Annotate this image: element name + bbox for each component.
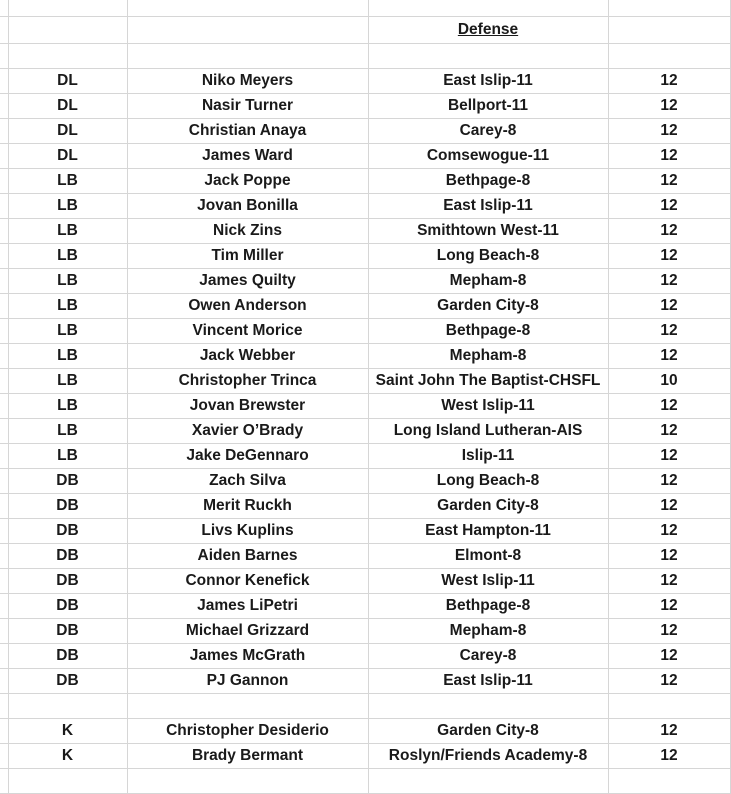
school-cell[interactable]: West Islip-11: [368, 569, 608, 594]
cell[interactable]: [0, 319, 8, 344]
cell[interactable]: [730, 719, 731, 744]
player-name-cell[interactable]: Jack Poppe: [127, 169, 368, 194]
school-cell[interactable]: Mepham-8: [368, 344, 608, 369]
cell[interactable]: [730, 769, 731, 794]
position-cell[interactable]: LB: [8, 219, 127, 244]
cell[interactable]: [730, 269, 731, 294]
position-cell[interactable]: DL: [8, 94, 127, 119]
school-cell[interactable]: East Hampton-11: [368, 519, 608, 544]
position-cell[interactable]: LB: [8, 194, 127, 219]
grade-cell[interactable]: 12: [608, 419, 730, 444]
table-row: [0, 444, 731, 469]
cell[interactable]: [730, 219, 731, 244]
header-cell[interactable]: [368, 17, 608, 44]
player-name-cell[interactable]: James McGrath: [127, 644, 368, 669]
school-cell[interactable]: Garden City-8: [368, 719, 608, 744]
table-row: [0, 669, 731, 694]
cell[interactable]: [730, 69, 731, 94]
cell[interactable]: [127, 44, 368, 69]
cell[interactable]: [730, 744, 731, 769]
table-row: [0, 419, 731, 444]
grade-cell[interactable]: [608, 769, 730, 794]
position-cell[interactable]: LB: [8, 344, 127, 369]
player-name-cell[interactable]: Xavier O’Brady: [127, 419, 368, 444]
cell[interactable]: [730, 419, 731, 444]
table-row: [0, 619, 731, 644]
grade-cell[interactable]: 12: [608, 319, 730, 344]
cell[interactable]: [0, 744, 8, 769]
cell[interactable]: [730, 394, 731, 419]
cell[interactable]: [0, 94, 8, 119]
position-cell[interactable]: LB: [8, 244, 127, 269]
cell[interactable]: [0, 369, 8, 394]
table-row: [0, 194, 731, 219]
school-cell[interactable]: Bethpage-8: [368, 594, 608, 619]
player-name-cell[interactable]: Niko Meyers: [127, 69, 368, 94]
school-cell[interactable]: [368, 694, 608, 719]
position-cell[interactable]: DB: [8, 519, 127, 544]
position-cell[interactable]: [8, 694, 127, 719]
player-name-cell[interactable]: Jovan Brewster: [127, 394, 368, 419]
grade-cell[interactable]: 12: [608, 69, 730, 94]
table-row: [0, 694, 731, 719]
player-name-cell[interactable]: Christopher Trinca: [127, 369, 368, 394]
player-name-cell[interactable]: PJ Gannon: [127, 669, 368, 694]
table-row: [0, 294, 731, 319]
table-row: [0, 644, 731, 669]
grade-cell[interactable]: 12: [608, 494, 730, 519]
cell[interactable]: [608, 0, 730, 17]
player-name-cell[interactable]: Christopher Desiderio: [127, 719, 368, 744]
cell[interactable]: [8, 17, 127, 44]
position-cell[interactable]: K: [8, 719, 127, 744]
table-row: [0, 569, 731, 594]
cell[interactable]: [730, 519, 731, 544]
grade-cell[interactable]: 12: [608, 469, 730, 494]
table-row: [0, 494, 731, 519]
school-cell[interactable]: Bethpage-8: [368, 319, 608, 344]
school-cell[interactable]: East Islip-11: [368, 194, 608, 219]
position-cell[interactable]: DB: [8, 594, 127, 619]
position-cell[interactable]: DL: [8, 144, 127, 169]
cell[interactable]: [730, 144, 731, 169]
cell[interactable]: [730, 369, 731, 394]
sheet-row: [0, 44, 731, 69]
grade-cell[interactable]: 12: [608, 744, 730, 769]
school-cell[interactable]: Mepham-8: [368, 269, 608, 294]
cell[interactable]: [730, 644, 731, 669]
cell[interactable]: [0, 569, 8, 594]
cell[interactable]: [730, 619, 731, 644]
table-row: [0, 719, 731, 744]
table-row: [0, 744, 731, 769]
school-cell[interactable]: Elmont-8: [368, 544, 608, 569]
player-name-cell[interactable]: James LiPetri: [127, 594, 368, 619]
position-cell[interactable]: DB: [8, 569, 127, 594]
school-cell[interactable]: Saint John The Baptist-CHSFL: [368, 369, 608, 394]
position-cell[interactable]: DB: [8, 494, 127, 519]
table-row: [0, 269, 731, 294]
player-name-cell[interactable]: Jack Webber: [127, 344, 368, 369]
cell[interactable]: [0, 294, 8, 319]
grade-cell[interactable]: 12: [608, 244, 730, 269]
school-cell[interactable]: Islip-11: [368, 444, 608, 469]
cell[interactable]: [127, 0, 368, 17]
cell[interactable]: [730, 694, 731, 719]
table-row: [0, 469, 731, 494]
cell[interactable]: [0, 544, 8, 569]
grade-cell[interactable]: 12: [608, 119, 730, 144]
position-cell[interactable]: DL: [8, 119, 127, 144]
school-cell[interactable]: Long Beach-8: [368, 469, 608, 494]
table-row: [0, 144, 731, 169]
table-row: [0, 394, 731, 419]
table-row: [0, 544, 731, 569]
school-cell[interactable]: Carey-8: [368, 644, 608, 669]
position-cell[interactable]: LB: [8, 394, 127, 419]
player-name-cell[interactable]: Owen Anderson: [127, 294, 368, 319]
position-cell[interactable]: LB: [8, 419, 127, 444]
player-name-cell[interactable]: James Quilty: [127, 269, 368, 294]
table-row: [0, 169, 731, 194]
cell[interactable]: [0, 694, 8, 719]
grade-cell[interactable]: 12: [608, 644, 730, 669]
player-name-cell[interactable]: Christian Anaya: [127, 119, 368, 144]
cell[interactable]: [8, 0, 127, 17]
grade-cell[interactable]: 12: [608, 94, 730, 119]
grade-cell[interactable]: 12: [608, 219, 730, 244]
cell[interactable]: [730, 294, 731, 319]
school-cell[interactable]: Garden City-8: [368, 294, 608, 319]
school-cell[interactable]: Carey-8: [368, 119, 608, 144]
school-cell[interactable]: Long Island Lutheran-AIS: [368, 419, 608, 444]
grade-cell[interactable]: 12: [608, 519, 730, 544]
player-name-cell[interactable]: Nasir Turner: [127, 94, 368, 119]
cell[interactable]: [0, 69, 8, 94]
cell[interactable]: [730, 444, 731, 469]
table-row: [0, 344, 731, 369]
cell[interactable]: [0, 719, 8, 744]
grade-cell[interactable]: 12: [608, 569, 730, 594]
cell[interactable]: [730, 0, 731, 17]
grade-cell[interactable]: 12: [608, 594, 730, 619]
school-cell[interactable]: East Islip-11: [368, 69, 608, 94]
cell[interactable]: [0, 269, 8, 294]
grade-cell[interactable]: 12: [608, 269, 730, 294]
cell[interactable]: [730, 594, 731, 619]
cell[interactable]: [730, 569, 731, 594]
cell[interactable]: [730, 344, 731, 369]
cell[interactable]: [730, 17, 731, 44]
position-cell[interactable]: DB: [8, 644, 127, 669]
school-cell[interactable]: Bethpage-8: [368, 169, 608, 194]
cell[interactable]: [0, 119, 8, 144]
table-row: [0, 119, 731, 144]
position-cell[interactable]: [8, 769, 127, 794]
school-cell[interactable]: East Islip-11: [368, 669, 608, 694]
player-name-cell[interactable]: Michael Grizzard: [127, 619, 368, 644]
cell[interactable]: [730, 194, 731, 219]
grade-cell[interactable]: 12: [608, 394, 730, 419]
table-row: [0, 369, 731, 394]
table-row: [0, 69, 731, 94]
cell[interactable]: [608, 17, 730, 44]
position-cell[interactable]: DB: [8, 469, 127, 494]
position-cell[interactable]: LB: [8, 444, 127, 469]
player-name-cell[interactable]: Nick Zins: [127, 219, 368, 244]
position-cell[interactable]: LB: [8, 319, 127, 344]
cell[interactable]: [730, 244, 731, 269]
table-row: [0, 94, 731, 119]
cell[interactable]: [730, 169, 731, 194]
cell[interactable]: [0, 444, 8, 469]
grade-cell[interactable]: 12: [608, 719, 730, 744]
player-name-cell[interactable]: Connor Kenefick: [127, 569, 368, 594]
position-cell[interactable]: LB: [8, 369, 127, 394]
school-cell[interactable]: Garden City-8: [368, 494, 608, 519]
grade-cell[interactable]: 12: [608, 294, 730, 319]
cell[interactable]: [0, 669, 8, 694]
player-name-cell[interactable]: Zach Silva: [127, 469, 368, 494]
player-name-cell[interactable]: [127, 769, 368, 794]
cell[interactable]: [0, 469, 8, 494]
cell[interactable]: [0, 519, 8, 544]
cell[interactable]: [8, 44, 127, 69]
school-cell[interactable]: Roslyn/Friends Academy-8: [368, 744, 608, 769]
cell[interactable]: [0, 769, 8, 794]
position-cell[interactable]: DB: [8, 544, 127, 569]
table-row: [0, 244, 731, 269]
sheet-row: [0, 0, 731, 17]
cell[interactable]: [0, 144, 8, 169]
grade-cell[interactable]: 12: [608, 669, 730, 694]
sheet-row: [0, 17, 731, 44]
cell[interactable]: [730, 469, 731, 494]
cell[interactable]: [0, 394, 8, 419]
player-name-cell[interactable]: Livs Kuplins: [127, 519, 368, 544]
cell[interactable]: [368, 0, 608, 17]
position-cell[interactable]: K: [8, 744, 127, 769]
cell[interactable]: [0, 494, 8, 519]
grade-cell[interactable]: 10: [608, 369, 730, 394]
school-cell[interactable]: West Islip-11: [368, 394, 608, 419]
school-cell[interactable]: Smithtown West-11: [368, 219, 608, 244]
table-row: [0, 219, 731, 244]
cell[interactable]: [730, 494, 731, 519]
grade-cell[interactable]: 12: [608, 619, 730, 644]
player-name-cell[interactable]: Vincent Morice: [127, 319, 368, 344]
school-cell[interactable]: Mepham-8: [368, 619, 608, 644]
player-name-cell[interactable]: Merit Ruckh: [127, 494, 368, 519]
grade-cell[interactable]: 12: [608, 194, 730, 219]
school-cell[interactable]: Comsewogue-11: [368, 144, 608, 169]
cell[interactable]: [730, 319, 731, 344]
cell[interactable]: [0, 419, 8, 444]
section-title: Defense: [457, 21, 519, 38]
player-name-cell[interactable]: James Ward: [127, 144, 368, 169]
cell[interactable]: [730, 119, 731, 144]
player-name-cell[interactable]: Jake DeGennaro: [127, 444, 368, 469]
player-name-cell[interactable]: Tim Miller: [127, 244, 368, 269]
cell[interactable]: [0, 169, 8, 194]
school-cell[interactable]: Bellport-11: [368, 94, 608, 119]
position-cell[interactable]: DL: [8, 69, 127, 94]
cell[interactable]: [127, 17, 368, 44]
cell[interactable]: [730, 44, 731, 69]
cell[interactable]: [730, 94, 731, 119]
position-cell[interactable]: DB: [8, 669, 127, 694]
cell[interactable]: [0, 619, 8, 644]
cell[interactable]: [0, 219, 8, 244]
school-cell[interactable]: [368, 769, 608, 794]
table-row: [0, 519, 731, 544]
cell[interactable]: [0, 244, 8, 269]
position-cell[interactable]: LB: [8, 169, 127, 194]
cell[interactable]: [608, 44, 730, 69]
position-cell[interactable]: LB: [8, 294, 127, 319]
grade-cell[interactable]: 12: [608, 144, 730, 169]
table-row: [0, 594, 731, 619]
player-name-cell[interactable]: Jovan Bonilla: [127, 194, 368, 219]
position-cell[interactable]: DB: [8, 619, 127, 644]
cell[interactable]: [730, 669, 731, 694]
player-name-cell[interactable]: [127, 694, 368, 719]
cell[interactable]: [0, 594, 8, 619]
cell[interactable]: [0, 0, 8, 17]
player-name-cell[interactable]: Brady Bermant: [127, 744, 368, 769]
grade-cell[interactable]: [608, 694, 730, 719]
cell[interactable]: [730, 544, 731, 569]
position-cell[interactable]: LB: [8, 269, 127, 294]
cell[interactable]: [0, 44, 8, 69]
cell[interactable]: [0, 644, 8, 669]
player-name-cell[interactable]: Aiden Barnes: [127, 544, 368, 569]
grade-cell[interactable]: 12: [608, 344, 730, 369]
grade-cell[interactable]: 12: [608, 544, 730, 569]
cell[interactable]: [0, 344, 8, 369]
grade-cell[interactable]: 12: [608, 169, 730, 194]
cell[interactable]: [0, 194, 8, 219]
cell[interactable]: [368, 44, 608, 69]
table-row: [0, 319, 731, 344]
school-cell[interactable]: Long Beach-8: [368, 244, 608, 269]
cell[interactable]: [0, 17, 8, 44]
table-row: [0, 769, 731, 794]
grade-cell[interactable]: 12: [608, 444, 730, 469]
